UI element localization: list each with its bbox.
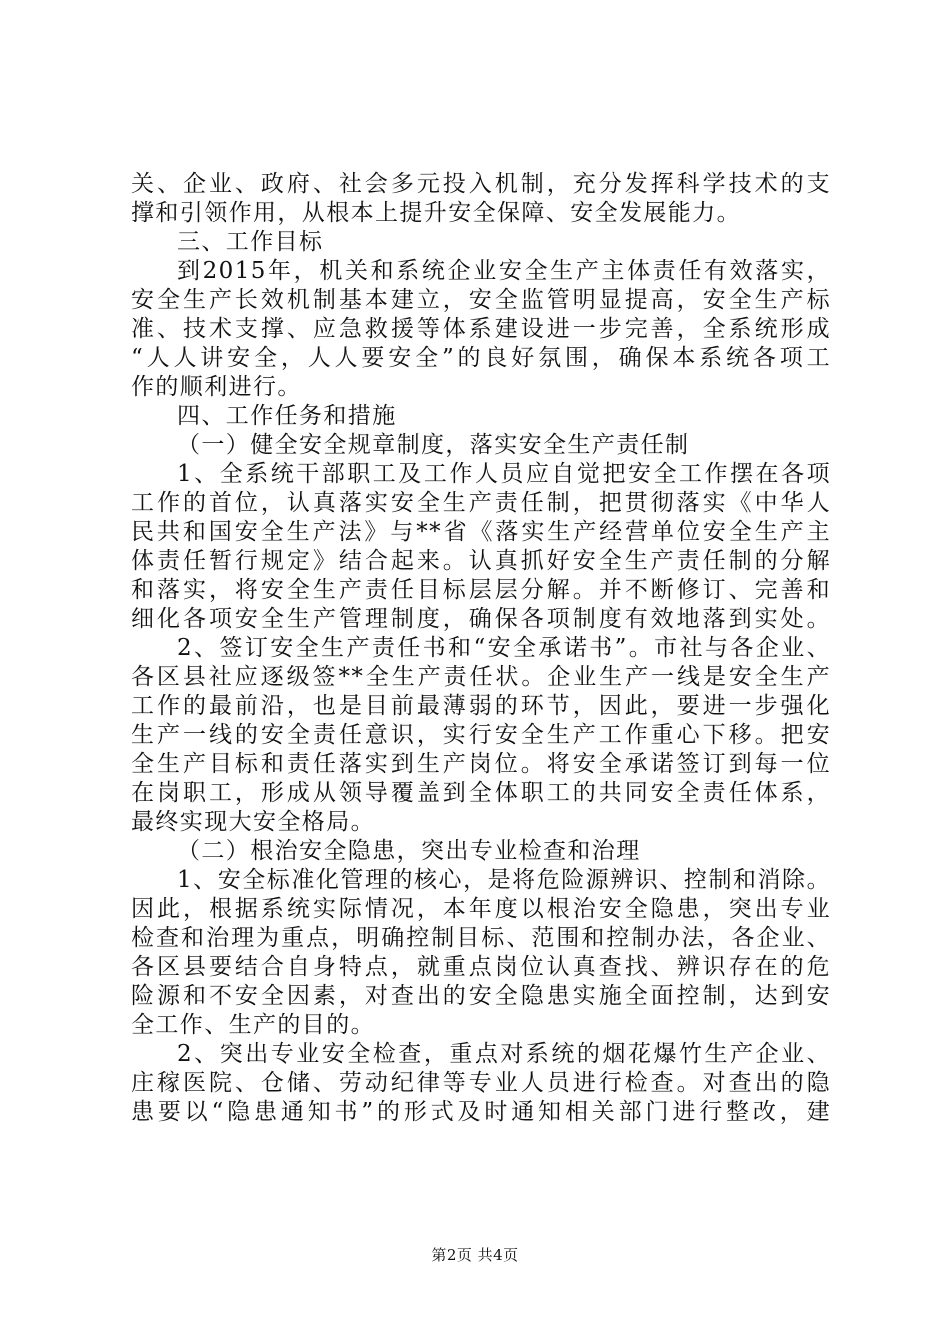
text-line: 1、安全标准化管理的核心，是将危险源辨识、控制和消除。 [177,867,831,893]
text-line: “人人讲安全，人人要安全”的良好氛围，确保本系统各项工 [131,345,831,371]
text-line: 安全生产长效机制基本建立，安全监管明显提高，安全生产标 [131,287,831,313]
subsection-heading: （一）健全安全规章制度，落实安全生产责任制 [177,432,690,458]
page-number-footer: 第2页 共4页 [431,1246,519,1264]
subsection-heading: （二）根治安全隐患，突出专业检查和治理 [177,838,641,864]
text-line: 各区县社应逐级签**全生产责任状。企业生产一线是安全生产 [131,664,831,690]
section-heading: 四、工作任务和措施 [177,403,397,429]
text-line: 体责任暂行规定》结合起来。认真抓好安全生产责任制的分解 [131,548,831,574]
text-line: 准、技术支撑、应急救援等体系建设进一步完善，全系统形成 [131,316,831,342]
text-line: 撑和引领作用，从根本上提升安全保障、安全发展能力。 [131,200,741,226]
text-line: 关、企业、政府、社会多元投入机制，充分发挥科学技术的支 [131,171,831,197]
text-line: 工作的最前沿，也是目前最薄弱的环节，因此，要进一步强化 [131,693,831,719]
text-line: 险源和不安全因素，对查出的安全隐患实施全面控制，达到安 [131,983,831,1009]
text-line: 工作的首位，认真落实安全生产责任制，把贯彻落实《中华人 [131,490,831,516]
text-line: 在岗职工，形成从领导覆盖到全体职工的共同安全责任体系， [131,780,831,806]
body-text [131,170,831,1127]
text-line: 各区县要结合自身特点，就重点岗位认真查找、辨识存在的危 [131,954,831,980]
section-heading: 三、工作目标 [177,229,324,255]
text-line: 患要以“隐患通知书”的形式及时通知相关部门进行整改，建 [131,1099,831,1125]
text-line: 作的顺利进行。 [131,374,302,400]
text-line: 全工作、生产的目的。 [131,1012,375,1038]
text-line: 2、突出专业安全检查，重点对系统的烟花爆竹生产企业、 [177,1041,831,1067]
text-line: 2、签订安全生产责任书和“安全承诺书”。市社与各企业、 [177,635,831,661]
text-line: 到2015年，机关和系统企业安全生产主体责任有效落实， [177,258,831,284]
text-line: 全生产目标和责任落实到生产岗位。将安全承诺签订到每一位 [131,751,831,777]
text-line: 因此，根据系统实际情况，本年度以根治安全隐患，突出专业 [131,896,831,922]
text-line: 最终实现大安全格局。 [131,809,375,835]
text-line: 和落实，将安全生产责任目标层层分解。并不断修订、完善和 [131,577,831,603]
text-line: 检查和治理为重点，明确控制目标、范围和控制办法，各企业、 [131,925,831,951]
text-line: 民共和国安全生产法》与**省《落实生产经营单位安全生产主 [131,519,831,545]
text-line: 生产一线的安全责任意识，实行安全生产工作重心下移。把安 [131,722,831,748]
text-line: 细化各项安全生产管理制度，确保各项制度有效地落到实处。 [131,606,831,632]
text-line: 庄稼医院、仓储、劳动纪律等专业人员进行检查。对查出的隐 [131,1070,831,1096]
text-line: 1、全系统干部职工及工作人员应自觉把安全工作摆在各项 [177,461,831,487]
